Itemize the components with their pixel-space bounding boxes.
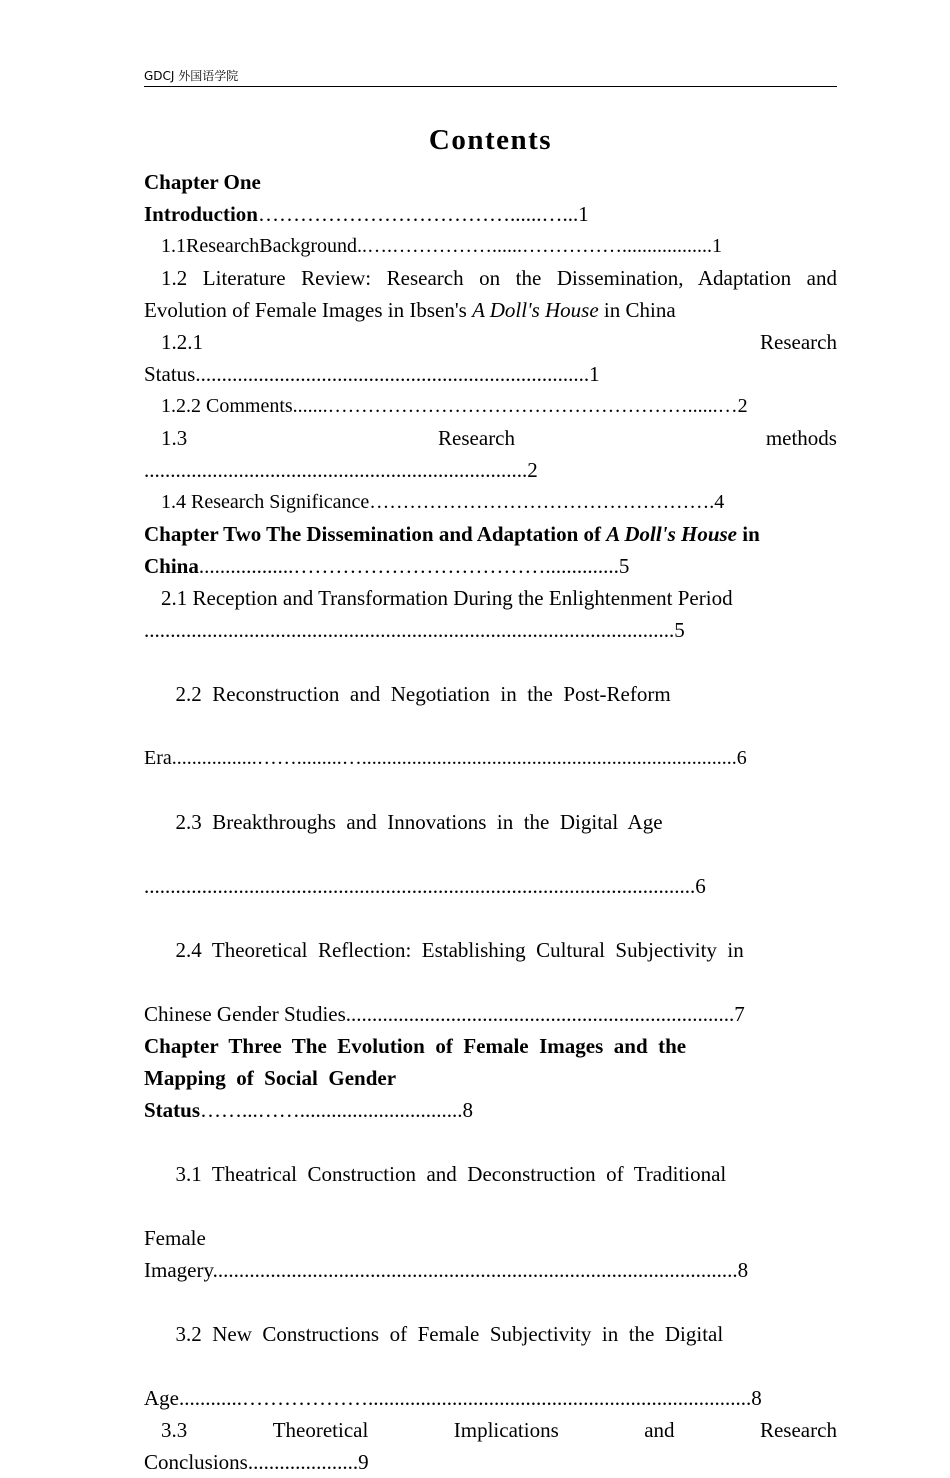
toc-chapter-3-line2: Mapping of Social Gender xyxy=(144,1066,397,1090)
toc-entry-2-4[interactable] xyxy=(144,902,837,998)
toc-entry-1-4[interactable] xyxy=(144,486,837,518)
toc-entry-3-2-leader: ............……………….........................................................................8 xyxy=(179,1386,762,1410)
toc-chapter-2[interactable] xyxy=(144,518,837,582)
toc-entry-3-3-word2: Implications xyxy=(453,1418,559,1442)
toc-entry-3-1-text: 3.1 Theatrical Construction and Deconstruction of Traditional xyxy=(175,1162,727,1186)
toc-entry-3-2[interactable] xyxy=(144,1286,837,1382)
toc-entry-1-2-1-leader: Status...........................................................................1 xyxy=(144,362,600,386)
toc-chapter-1-title: Introduction xyxy=(144,202,258,226)
toc-entry-2-3-leader: .........................................................................................................6 xyxy=(144,874,706,898)
toc-entry-1-3-cont xyxy=(144,454,837,486)
toc-entry-3-2-cont xyxy=(144,1382,837,1414)
toc-entry-1-2-text: 1.2 Literature Review: Research on the Dissemination, Adaptation and Evolution of Female Images in Ibsen's xyxy=(144,266,837,322)
toc-chapter-1-leader: ………………………………......…...1 xyxy=(257,202,589,226)
toc-entry-3-3-leader: .....................9 xyxy=(247,1450,369,1474)
toc-entry-2-4-text: 2.4 Theoretical Reflection: Establishing Cultural Subjectivity in xyxy=(175,938,744,962)
toc-entry-1-3-word: Research xyxy=(438,426,516,450)
toc-entry-1-1[interactable] xyxy=(144,230,837,262)
toc-entry-2-2[interactable] xyxy=(144,646,837,742)
toc-chapter-1-label: Chapter One xyxy=(144,170,261,194)
toc-entry-2-2-leader: Era.................…….........…...........................................................................6 xyxy=(144,747,747,769)
toc-entry-2-1-text: 2.1 Reception and Transformation During the Enlightenment Period xyxy=(161,586,733,610)
toc-chapter-2-italic: A Doll's House xyxy=(606,522,737,546)
toc-entry-3-3[interactable] xyxy=(144,1414,837,1446)
toc-entry-2-4-leader: Chinese Gender Studies..........................................................................7 xyxy=(144,1002,745,1026)
toc-chapter-3-word: Status xyxy=(144,1098,201,1122)
toc-entry-2-1-leader: .....................................................................................................5 xyxy=(144,618,685,642)
toc-entry-1-3-num: 1.3 xyxy=(161,426,188,450)
table-of-contents xyxy=(144,166,837,1478)
toc-entry-3-1-word2: Imagery xyxy=(144,1258,213,1282)
toc-chapter-3-leader: ……...……...............................8 xyxy=(200,1098,474,1122)
toc-entry-3-2-word: Age xyxy=(144,1386,179,1410)
toc-entry-3-1-cont xyxy=(144,1222,837,1286)
toc-chapter-1[interactable] xyxy=(144,166,837,230)
toc-entry-3-1-leader: ....................................................................................................8 xyxy=(212,1258,749,1282)
toc-entry-2-1[interactable] xyxy=(144,582,837,614)
toc-entry-1-3-leader: .........................................................................2 xyxy=(144,458,538,482)
toc-chapter-3-text: Chapter Three The Evolution of Female Images and the xyxy=(144,1034,687,1058)
toc-entry-1-1-text: 1.1ResearchBackground..….……………......……………..................1 xyxy=(161,235,723,257)
toc-chapter-2-leader: ..................………………………………..............5 xyxy=(198,554,630,578)
toc-entry-3-3-cont xyxy=(144,1446,837,1478)
toc-entry-2-1-cont xyxy=(144,614,837,646)
toc-entry-2-3[interactable] xyxy=(144,774,837,870)
toc-entry-1-2-1-num: 1.2.1 xyxy=(161,330,203,354)
page-header: GDCJ 外国语学院 xyxy=(144,66,837,87)
toc-entry-2-3-text: 2.3 Breakthroughs and Innovations in the Digital Age xyxy=(175,810,663,834)
toc-entry-3-3-word5: Conclusions xyxy=(144,1450,248,1474)
toc-entry-3-3-num: 3.3 xyxy=(161,1418,188,1442)
toc-entry-1-2-tail: in China xyxy=(598,298,676,322)
toc-entry-1-4-text: 1.4 Research Significance…………………………………………….4 xyxy=(161,491,725,513)
toc-entry-1-3-word2: methods xyxy=(765,426,837,450)
toc-entry-1-2-1-cont xyxy=(144,358,837,390)
toc-entry-3-3-word1: Theoretical xyxy=(272,1418,369,1442)
toc-entry-3-1-word: Female xyxy=(144,1226,206,1250)
toc-entry-1-2-1[interactable] xyxy=(144,326,837,358)
toc-entry-2-3-cont xyxy=(144,870,837,902)
toc-entry-3-2-text: 3.2 New Constructions of Female Subjectivity in the Digital xyxy=(175,1322,724,1346)
toc-entry-1-2-italic: A Doll's House xyxy=(472,298,599,322)
toc-entry-3-1[interactable] xyxy=(144,1126,837,1222)
toc-chapter-2-tail: in xyxy=(737,522,760,546)
toc-entry-2-2-cont xyxy=(144,742,837,774)
page-title: Contents xyxy=(428,124,553,156)
toc-entry-2-2-text: 2.2 Reconstruction and Negotiation in the Post-Reform xyxy=(175,682,671,706)
toc-chapter-2-text: Chapter Two The Dissemination and Adaptation of xyxy=(144,522,607,546)
toc-entry-3-3-word4: Research xyxy=(759,1418,837,1442)
toc-entry-1-2[interactable] xyxy=(144,262,837,326)
toc-entry-1-2-2[interactable] xyxy=(144,390,837,422)
toc-entry-1-3[interactable] xyxy=(144,422,837,454)
toc-entry-1-2-1-word: Research xyxy=(760,330,837,354)
toc-chapter-3[interactable] xyxy=(144,1030,837,1126)
toc-entry-1-2-2-text: 1.2.2 Comments.......………………………………………………......…2 xyxy=(161,395,748,417)
toc-entry-2-4-cont xyxy=(144,998,837,1030)
toc-chapter-2-word: China xyxy=(144,554,199,578)
toc-entry-3-3-word3: and xyxy=(644,1418,675,1442)
